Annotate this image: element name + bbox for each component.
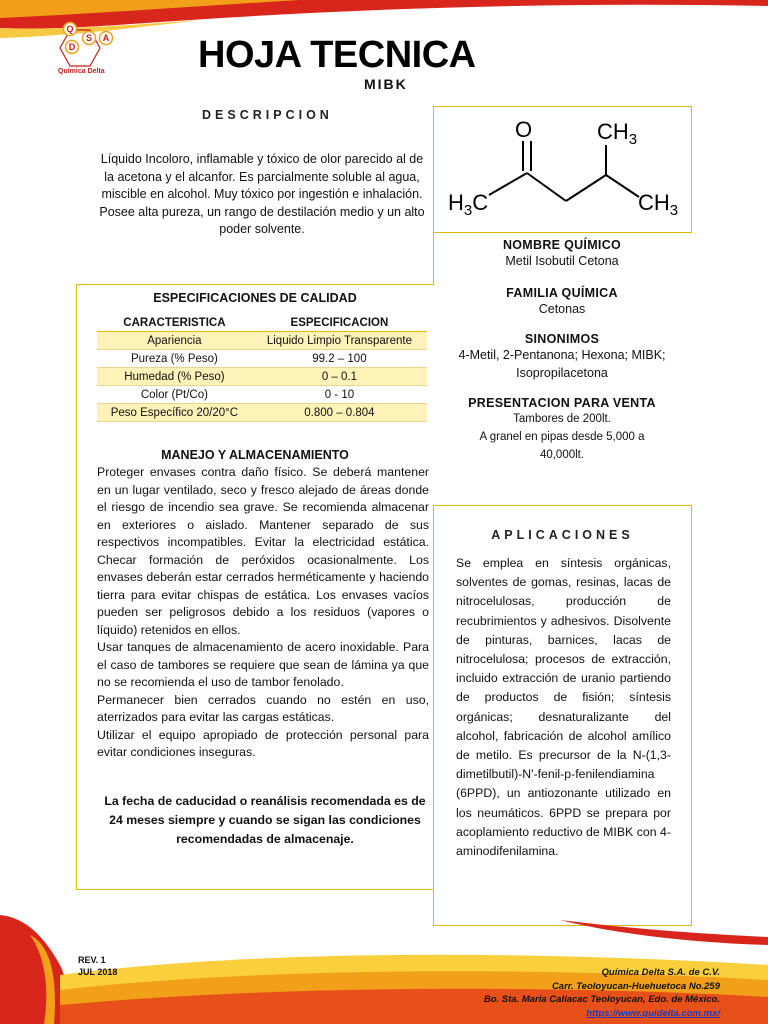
cell-caracteristica: Peso Específico 20/20°C	[97, 404, 252, 422]
table-row	[97, 404, 427, 422]
table-row	[97, 350, 427, 368]
table-header-row	[97, 315, 427, 332]
col-header-especificacion: ESPECIFICACION	[252, 315, 427, 332]
manejo-paragraph: Usar tanques de almacenamiento de acero inoxidable. Para el caso de tambores se requiere que sean de lámina ya que no se recomienda el uso de tambor fenolado.	[97, 640, 429, 689]
logo-letter-s: S	[85, 33, 93, 43]
presentacion-line2: A granel en pipas desde 5,000 a 40,000lt.	[479, 431, 645, 461]
aplicaciones-box	[433, 505, 692, 926]
familia-heading: FAMILIA QUÍMICA	[506, 286, 618, 300]
revision-number: REV. 1	[78, 955, 106, 965]
logo-letter-q: Q	[66, 24, 74, 34]
caducidad-note: La fecha de caducidad o reanálisis recomendada es de 24 meses siempre y cuando se sigan las condiciones recomendadas de almacenaje.	[104, 793, 426, 846]
logo-letter-d: D	[68, 42, 76, 52]
specifications-table	[97, 315, 427, 422]
structure-box	[433, 106, 692, 233]
label-ch3-right: $CH_3$	[638, 190, 679, 219]
cell-especificacion: 99.2 – 100	[252, 350, 427, 368]
company-address-1: Carr. Teoloyucan-Huehuetoca No.259	[551, 980, 720, 992]
revision-info	[78, 954, 117, 978]
manejo-heading: MANEJO Y ALMACENAMIENTO	[161, 448, 349, 462]
table-row	[97, 386, 427, 404]
cell-especificacion: 0.800 – 0.804	[252, 404, 427, 422]
company-address-2: Bo. Sta. Maria Caliacac Teoloyucan, Edo. de México.	[483, 994, 720, 1005]
manejo-paragraph: Utilizar el equipo apropiado de protección personal para evitar condiciones inseguras.	[97, 727, 429, 759]
chemical-info	[440, 238, 684, 464]
page-subtitle: MIBK	[364, 76, 408, 92]
nombre-heading: NOMBRE QUÍMICO	[502, 238, 622, 252]
descripcion-heading: DESCRIPCION	[202, 108, 333, 122]
table-row	[97, 368, 427, 386]
logo-letter-a: A	[102, 33, 110, 43]
page-title: HOJA TECNICA	[198, 34, 476, 76]
company-website-link[interactable]: https://www.quidelta.com.mx/	[586, 1007, 720, 1019]
mibk-structure-diagram	[434, 107, 691, 232]
logo-caption: Química Delta	[58, 68, 105, 75]
label-h3c: $H_3C$	[448, 190, 489, 219]
specifications-box	[76, 284, 433, 890]
cell-caracteristica: Humedad (% Peso)	[97, 368, 252, 386]
sinonimos-heading: SINONIMOS	[524, 332, 600, 346]
cell-especificacion: Liquido Limpio Transparente	[252, 332, 427, 350]
manejo-paragraph: Permanecer bien cerrados cuando no estén en uso, aterrizados para evitar las cargas estáticas.	[97, 692, 429, 724]
table-row	[97, 332, 427, 350]
familia-value: Cetonas	[538, 302, 586, 316]
col-header-caracteristica: CARACTERISTICA	[97, 315, 252, 332]
presentacion-heading: PRESENTACION PARA VENTA	[468, 396, 656, 410]
company-name: Química Delta S.A. de C.V.	[601, 967, 720, 978]
aplicaciones-text: Se emplea en síntesis orgánicas, solventes de gomas, resinas, lacas de nitrocelulosas, producción de recubrimientos y adhesivos. Disolvente de pinturas, barnices, lacas de nitrocelulosa; procesos de extracción, incluido extracción de uranio partiendo de productos de fisión; síntesis orgánicas; desnaturalizante del alcohol, fabricación de alcohol amílico de metilo. Es precursor de la N-(1,3-dimetilbutil)-N'-fenil-p-fenilendiamina (6PPD), un antiozonante utilizado en los neumáticos. 6PPD se prepara por acoplamiento reductivo de MIBK con 4-aminodifenilamina.	[456, 556, 671, 859]
cell-especificacion: 0 – 0.1	[252, 368, 427, 386]
cell-especificacion: 0 - 10	[252, 386, 427, 404]
nombre-value: Metil Isobutil Cetona	[505, 254, 619, 268]
label-oxygen: O	[515, 117, 533, 142]
presentacion-line1: Tambores de 200lt.	[513, 413, 611, 425]
manejo-paragraph: Proteger envases contra daño físico. Se deberá mantener en un lugar ventilado, seco y fresco alejado de áreas donde el riesgo de incendio sea grave. Se recomienda almacenar en exteriores o aislado. Mantener separado de sus respectivos incompatibles. Evitar la electricidad estática. Checar formación de peróxidos ocasionalmente. Los envases deberán estar cerrados herméticamente y haciendo tierra para evitar chispas de estática. Los envases vacíos pueden ser peligrosos debido a los residuos (vapores o líquido) retenidos en ellos.	[97, 465, 429, 637]
especificaciones-heading: ESPECIFICACIONES DE CALIDAD	[153, 291, 357, 305]
cell-caracteristica: Apariencia	[97, 332, 252, 350]
sinonimos-value: 4-Metil, 2-Pentanona; Hexona; MIBK; Isopropilacetona	[458, 348, 666, 380]
divider-line	[433, 231, 434, 285]
manejo-text	[97, 464, 429, 762]
descripcion-text: Líquido Incoloro, inflamable y tóxico de olor parecido al de la acetona y el alcanfor. Es parcialmente soluble al agua, miscible en alcohol. Muy tóxico por ingestión e inhalación. Posee alta pureza, un rango de destilación medio y un alto poder solvente.	[99, 152, 425, 236]
cell-caracteristica: Pureza (% Peso)	[97, 350, 252, 368]
label-ch3-top: $CH_3$	[597, 119, 638, 148]
aplicaciones-heading: APLICACIONES	[491, 528, 634, 542]
cell-caracteristica: Color (Pt/Co)	[97, 386, 252, 404]
company-info	[484, 966, 720, 1020]
revision-date: JUL 2018	[78, 967, 118, 977]
